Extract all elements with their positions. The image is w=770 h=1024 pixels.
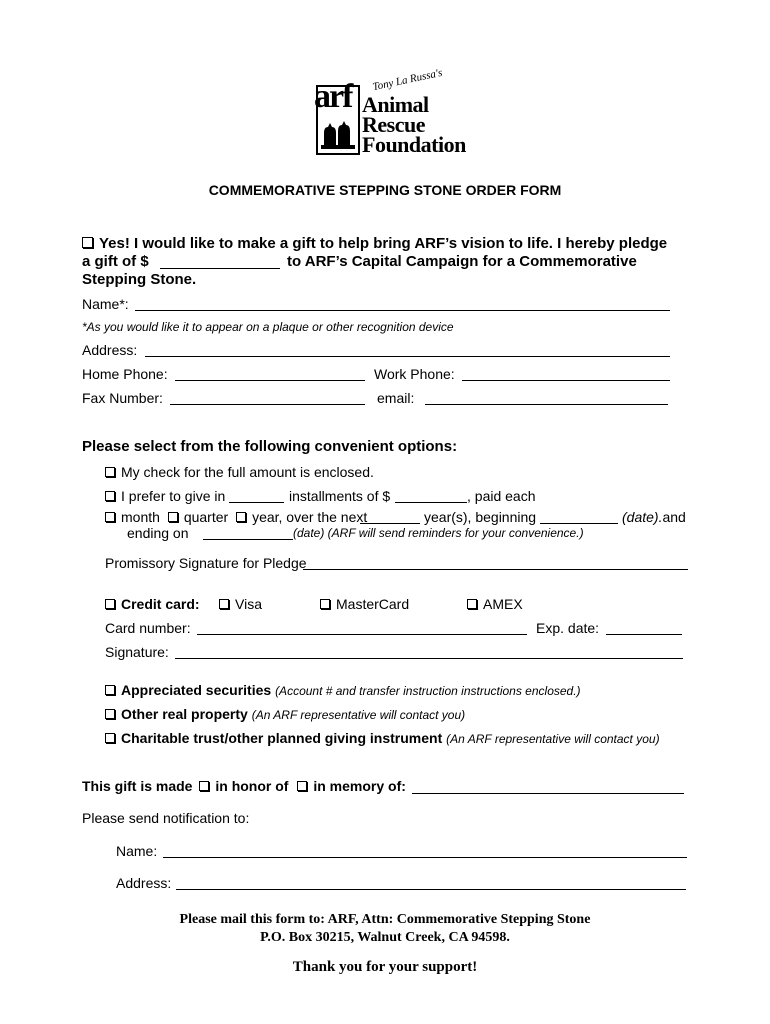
honoree-field[interactable] [412,793,684,794]
logo-rescue: Rescue [362,112,425,137]
work-phone-field[interactable] [462,380,670,381]
ending-note: (date) (ARF will send reminders for your convenience.) [293,526,584,540]
email-field[interactable] [425,404,668,405]
notify-address-field[interactable] [176,889,686,890]
card-signature-field[interactable] [175,658,683,659]
date-and-label: (date).and [622,509,686,525]
notify-name-label: Name: [116,843,158,859]
name-note: *As you would like it to appear on a plaque or other recognition device [82,320,454,334]
credit-card-checkbox[interactable] [105,599,115,609]
pledge-line-1: Yes! I would like to make a gift to help bring ARF’s vision to life. I hereby pledge [82,235,667,252]
logo-signature: Tony La Russa's [371,66,444,94]
installments-count-field[interactable] [229,502,284,503]
ending-date-field[interactable] [203,539,293,540]
logo-arf-text: arf [314,78,352,115]
pledge-amount-field[interactable] [160,268,280,269]
exp-date-field[interactable] [606,634,682,635]
visa-option: Visa [219,596,262,612]
year-checkbox[interactable] [236,512,246,522]
name-label: Name*: [82,296,129,312]
credit-card-option: Credit card: [105,596,200,612]
mastercard-checkbox[interactable] [320,599,330,609]
name-field[interactable] [135,310,670,311]
pledge-line-3: Stepping Stone. [82,271,197,288]
address-label: Address: [82,342,138,358]
notify-name-field[interactable] [163,857,687,858]
logo-foundation: Foundation [362,132,466,157]
logo-animal: Animal [362,92,429,117]
notify-address-label: Address: [116,875,172,891]
home-phone-field[interactable] [175,380,365,381]
mail-line-2: P.O. Box 30215, Walnut Creek, CA 94598. [260,930,510,945]
pledge-checkbox[interactable] [82,237,93,248]
beginning-date-field[interactable] [540,523,618,524]
address-field[interactable] [145,356,670,357]
quarter-checkbox[interactable] [168,512,178,522]
promissory-label: Promissory Signature for Pledge [105,555,307,571]
check-full-checkbox[interactable] [105,467,115,477]
honor-row: This gift is made in honor of in memory of: [82,778,406,794]
installments-option: I prefer to give in [105,488,225,504]
installments-checkbox[interactable] [105,491,115,501]
ending-on-label: ending on [127,525,189,541]
real-property-checkbox[interactable] [105,709,115,719]
real-property-option: Other real property (An ARF representative will contact you) [105,706,465,722]
pledge-line-2a: a gift of $ [82,253,149,270]
card-signature-label: Signature: [105,644,169,660]
options-heading: Please select from the following convenient options: [82,438,458,455]
installment-amount-field[interactable] [395,502,467,503]
home-phone-label: Home Phone: [82,366,168,382]
notification-heading: Please send notification to: [82,810,250,826]
trust-option: Charitable trust/other planned giving instrument (An ARF representative will contact you) [105,730,660,746]
mastercard-option: MasterCard [320,596,409,612]
in-memory-checkbox[interactable] [297,781,307,791]
work-phone-label: Work Phone: [374,366,455,382]
amex-checkbox[interactable] [467,599,477,609]
paid-each-label: , paid each [467,488,536,504]
in-honor-checkbox[interactable] [199,781,209,791]
years-count-field[interactable] [360,523,420,524]
years-beginning-label: year(s), beginning [424,509,537,525]
exp-date-label: Exp. date: [536,620,600,636]
securities-checkbox[interactable] [105,685,115,695]
page-title: COMMEMORATIVE STEPPING STONE ORDER FORM [208,182,562,198]
amex-option: AMEX [467,596,523,612]
card-number-field[interactable] [197,634,527,635]
pledge-line-2b: to ARF’s Capital Campaign for a Commemorative [287,253,637,270]
securities-option: Appreciated securities (Account # and transfer instruction instructions enclosed.) [105,682,581,698]
card-number-label: Card number: [105,620,191,636]
email-label: email: [377,390,415,406]
thank-you: Thank you for your support! [292,959,478,975]
frequency-row: month quarter year, over the next [105,509,367,525]
promissory-signature-field[interactable] [303,569,688,570]
installments-of-label: installments of $ [289,488,391,504]
check-full-option: My check for the full amount is enclosed. [105,464,374,480]
month-checkbox[interactable] [105,512,115,522]
visa-checkbox[interactable] [219,599,229,609]
mail-line-1: Please mail this form to: ARF, Attn: Commemorative Stepping Stone [179,912,591,927]
fax-field[interactable] [170,404,365,405]
trust-checkbox[interactable] [105,733,115,743]
fax-label: Fax Number: [82,390,163,406]
